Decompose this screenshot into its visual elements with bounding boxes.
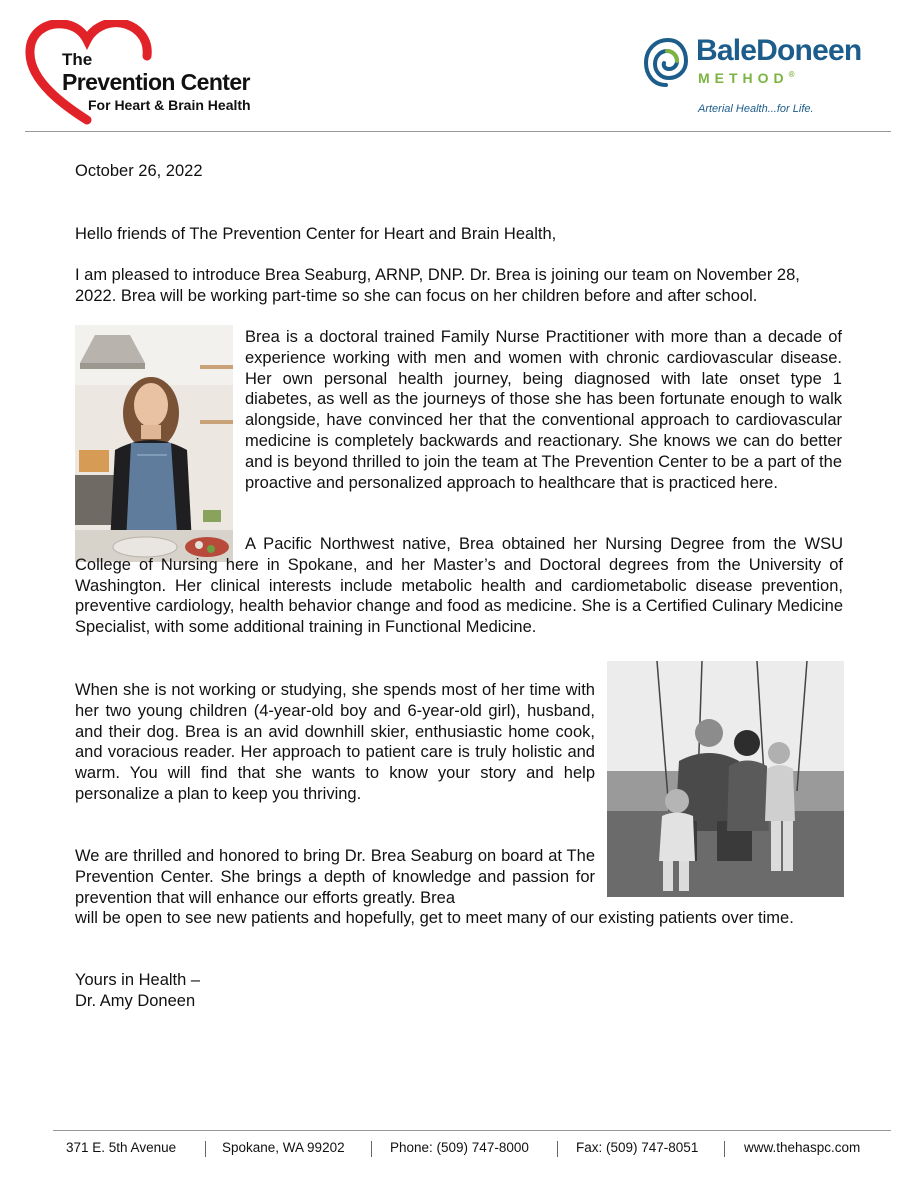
footer-phone: Phone: (509) 747-8000 bbox=[390, 1140, 529, 1155]
footer-website[interactable]: www.thehaspc.com bbox=[744, 1140, 861, 1155]
bio-paragraph-3: When she is not working or studying, she spends most of her time with her two young children (4-year-old boy and 6-year-old girl), husband, and their dog. Brea is an avid downhill skier, enthusiastic home cook, and voracious reader. Her approach to patient care is truly holistic and warm. You will find that she wants to know your story and help personalize a plan to keep you thriving. bbox=[75, 681, 595, 803]
logo-subtitle: For Heart & Brain Health bbox=[88, 97, 251, 113]
letter-date: October 26, 2022 bbox=[75, 162, 203, 180]
letter-intro: I am pleased to introduce Brea Seaburg, ARNP, DNP. Dr. Brea is joining our team on November 28, 2022. Brea will be working part-time so she can focus on her children before and after school. bbox=[75, 266, 800, 305]
signoff: Yours in Health – bbox=[75, 971, 201, 989]
footer bbox=[0, 1140, 914, 1160]
bio-paragraph-4 bbox=[75, 846, 843, 929]
bio-paragraph-2-rest: degrees from the University of Washington. Her clinical interests include metabolic health and cardiometabolic disease prevention, preventive cardiology, health behavior change and food as medicine. She is a Certified Culinary Medicine Specialist, with some additional training in Functional Medicine. bbox=[75, 555, 843, 637]
baledoneen-logo bbox=[644, 34, 894, 124]
logo-the: The bbox=[62, 50, 93, 69]
header-divider bbox=[25, 131, 891, 132]
footer-separator bbox=[205, 1141, 206, 1157]
prevention-center-logo bbox=[25, 20, 285, 125]
portrait-photo bbox=[75, 325, 233, 562]
footer-separator bbox=[371, 1141, 372, 1157]
footer-separator bbox=[724, 1141, 725, 1157]
footer-fax: Fax: (509) 747-8051 bbox=[576, 1140, 699, 1155]
bio-paragraph-2 bbox=[75, 534, 843, 638]
logo-method: METHOD® bbox=[698, 70, 795, 86]
bio-paragraph-4-first: We are thrilled and honored to bring Dr. Brea Seaburg on board at The Prevention Center. She brings a depth of knowledge and passion for prevention that will enhance our efforts greatly. Brea bbox=[75, 847, 595, 907]
footer-city: Spokane, WA 99202 bbox=[222, 1140, 345, 1155]
letterhead bbox=[0, 0, 914, 132]
logo-tagline: Arterial Health...for Life. bbox=[698, 103, 814, 115]
letter-closing bbox=[75, 970, 843, 1012]
logo-prevention-center: Prevention Center bbox=[62, 69, 250, 95]
footer-divider bbox=[53, 1130, 891, 1131]
logo-baledoneen: BaleDoneen bbox=[696, 34, 862, 67]
bio-paragraph-2-lead: A Pacific Northwest native, Brea obtained her Nursing Degree from the WSU College of Nursing here in Spokane, and her Master’s and Doctoral bbox=[75, 535, 843, 574]
bio-paragraph-1: Brea is a doctoral trained Family Nurse Practitioner with more than a decade of experience working with men and women with chronic cardiovascular disease. Her own personal health journey, being diagnosed with late onset type 1 diabetes, as well as the journeys of those she has been fortunate enough to walk alongside, have convinced her that the conventional approach to cardiovascular medicine is completely backwards and reactionary. She knows we can do better and is beyond thrilled to join the team at The Prevention Center to be a part of the proactive and personalized approach to healthcare that is practiced here. bbox=[245, 328, 842, 492]
spiral-icon bbox=[644, 37, 688, 89]
signature: Dr. Amy Doneen bbox=[75, 991, 196, 1010]
footer-separator bbox=[557, 1141, 558, 1157]
bio-paragraph-4-rest: will be open to see new patients and hopefully, get to meet many of our existing patients over time. bbox=[75, 909, 794, 928]
footer-address: 371 E. 5th Avenue bbox=[66, 1140, 177, 1155]
letter-greeting: Hello friends of The Prevention Center for Heart and Brain Health, bbox=[75, 225, 557, 243]
